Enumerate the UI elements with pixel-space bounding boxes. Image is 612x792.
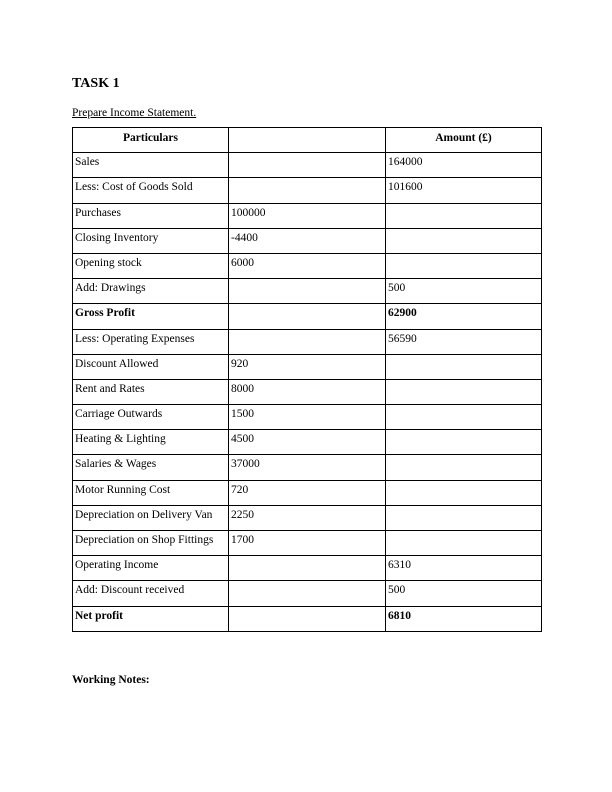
table-row bbox=[73, 253, 542, 278]
row-label: Less: Cost of Goods Sold bbox=[73, 178, 229, 203]
row-amount bbox=[386, 405, 542, 430]
row-sub-amount bbox=[229, 556, 386, 581]
row-amount bbox=[386, 354, 542, 379]
table-row bbox=[73, 304, 542, 329]
table-row bbox=[73, 379, 542, 404]
row-amount bbox=[386, 505, 542, 530]
row-amount bbox=[386, 480, 542, 505]
table-body bbox=[73, 153, 542, 632]
header-particulars: Particulars bbox=[73, 128, 229, 153]
table-row bbox=[73, 556, 542, 581]
working-notes-heading: Working Notes: bbox=[72, 674, 150, 686]
row-sub-amount: 920 bbox=[229, 354, 386, 379]
row-label: Motor Running Cost bbox=[73, 480, 229, 505]
table-row bbox=[73, 329, 542, 354]
row-sub-amount bbox=[229, 581, 386, 606]
row-sub-amount bbox=[229, 606, 386, 631]
row-label: Sales bbox=[73, 153, 229, 178]
table-row bbox=[73, 480, 542, 505]
row-amount: 164000 bbox=[386, 153, 542, 178]
row-amount: 56590 bbox=[386, 329, 542, 354]
row-sub-amount bbox=[229, 279, 386, 304]
table-row bbox=[73, 153, 542, 178]
row-sub-amount: 1500 bbox=[229, 405, 386, 430]
row-amount: 101600 bbox=[386, 178, 542, 203]
table-row bbox=[73, 430, 542, 455]
row-sub-amount: 1700 bbox=[229, 531, 386, 556]
row-label: Gross Profit bbox=[73, 304, 229, 329]
row-sub-amount: 37000 bbox=[229, 455, 386, 480]
row-label: Purchases bbox=[73, 203, 229, 228]
row-sub-amount bbox=[229, 304, 386, 329]
row-label: Salaries & Wages bbox=[73, 455, 229, 480]
row-amount: 6810 bbox=[386, 606, 542, 631]
table-row bbox=[73, 455, 542, 480]
row-label: Net profit bbox=[73, 606, 229, 631]
row-amount bbox=[386, 455, 542, 480]
row-label: Add: Discount received bbox=[73, 581, 229, 606]
income-statement-table bbox=[72, 127, 542, 632]
row-label: Less: Operating Expenses bbox=[73, 329, 229, 354]
table-row bbox=[73, 178, 542, 203]
row-amount bbox=[386, 379, 542, 404]
row-label: Add: Drawings bbox=[73, 279, 229, 304]
row-sub-amount: 2250 bbox=[229, 505, 386, 530]
table-row bbox=[73, 581, 542, 606]
row-amount bbox=[386, 203, 542, 228]
table-row bbox=[73, 606, 542, 631]
row-label: Closing Inventory bbox=[73, 228, 229, 253]
row-label: Depreciation on Delivery Van bbox=[73, 505, 229, 530]
row-label: Discount Allowed bbox=[73, 354, 229, 379]
row-label: Carriage Outwards bbox=[73, 405, 229, 430]
row-sub-amount bbox=[229, 153, 386, 178]
header-blank bbox=[229, 128, 386, 153]
statement-subtitle: Prepare Income Statement. bbox=[72, 107, 197, 119]
row-sub-amount bbox=[229, 329, 386, 354]
row-amount: 500 bbox=[386, 279, 542, 304]
row-sub-amount bbox=[229, 178, 386, 203]
row-sub-amount: 100000 bbox=[229, 203, 386, 228]
row-amount bbox=[386, 253, 542, 278]
row-sub-amount: 4500 bbox=[229, 430, 386, 455]
table-row bbox=[73, 505, 542, 530]
row-label: Heating & Lighting bbox=[73, 430, 229, 455]
row-label: Rent and Rates bbox=[73, 379, 229, 404]
row-amount bbox=[386, 228, 542, 253]
table-row bbox=[73, 531, 542, 556]
row-sub-amount: 8000 bbox=[229, 379, 386, 404]
table-row bbox=[73, 228, 542, 253]
task-title: TASK 1 bbox=[72, 76, 120, 91]
table-row bbox=[73, 203, 542, 228]
row-amount bbox=[386, 430, 542, 455]
table-row bbox=[73, 405, 542, 430]
row-amount: 6310 bbox=[386, 556, 542, 581]
row-amount: 500 bbox=[386, 581, 542, 606]
row-sub-amount: 6000 bbox=[229, 253, 386, 278]
table-row bbox=[73, 279, 542, 304]
row-label: Depreciation on Shop Fittings bbox=[73, 531, 229, 556]
header-amount: Amount (£) bbox=[386, 128, 542, 153]
table-header-row bbox=[73, 128, 542, 153]
row-amount: 62900 bbox=[386, 304, 542, 329]
row-sub-amount: -4400 bbox=[229, 228, 386, 253]
table-row bbox=[73, 354, 542, 379]
row-label: Operating Income bbox=[73, 556, 229, 581]
row-label: Opening stock bbox=[73, 253, 229, 278]
row-sub-amount: 720 bbox=[229, 480, 386, 505]
row-amount bbox=[386, 531, 542, 556]
